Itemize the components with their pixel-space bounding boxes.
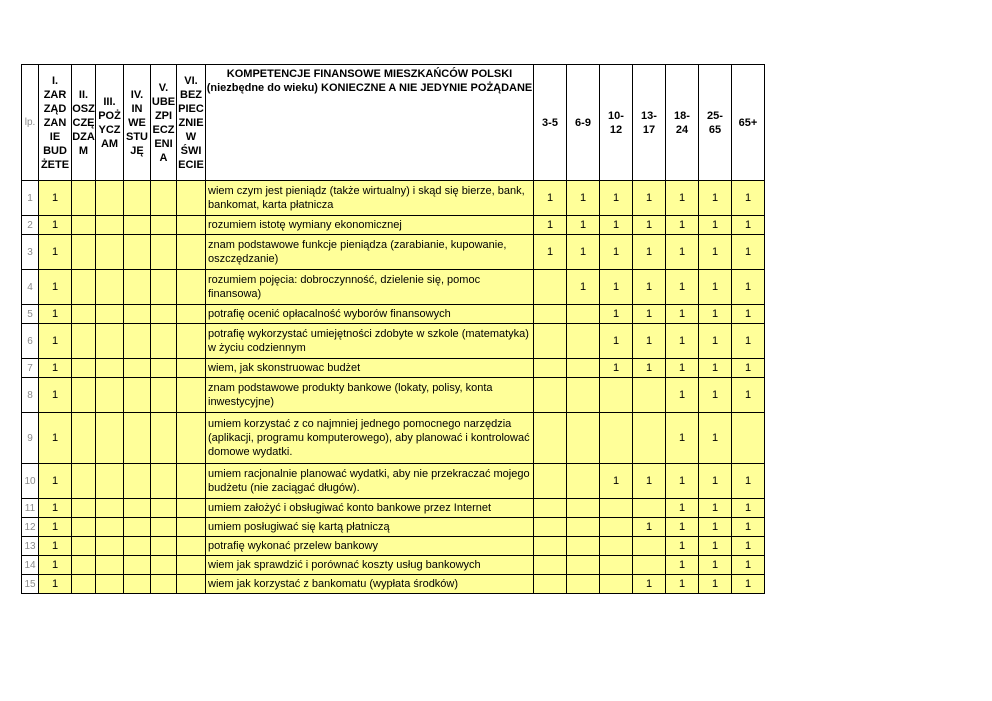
age-cell: 1	[633, 518, 666, 537]
competence-description: wiem czym jest pieniądz (także wirtualny) i skąd się bierze, bank, bankomat, karta płatnicza	[206, 181, 534, 216]
category-3-cell	[96, 359, 124, 378]
age-cell	[633, 413, 666, 464]
age-cell: 1	[732, 556, 765, 575]
competence-description: rozumiem istotę wymiany ekonomicznej	[206, 216, 534, 235]
category-1-cell: 1	[39, 305, 72, 324]
age-cell: 1	[666, 181, 699, 216]
age-cell: 1	[699, 359, 732, 378]
header-age: 13- 17	[633, 65, 666, 181]
category-5-cell	[151, 378, 177, 413]
category-4-cell	[124, 575, 151, 594]
age-cell: 1	[699, 305, 732, 324]
header-age: 65+	[732, 65, 765, 181]
age-cell: 1	[699, 556, 732, 575]
age-cell: 1	[633, 181, 666, 216]
category-1-cell: 1	[39, 324, 72, 359]
row-number: 11	[22, 499, 39, 518]
table-row	[22, 270, 765, 305]
row-number: 3	[22, 235, 39, 270]
age-cell: 1	[534, 181, 567, 216]
age-cell: 1	[666, 499, 699, 518]
age-cell	[534, 556, 567, 575]
competence-description: potrafię wykorzystać umiejętności zdobyte w szkole (matematyka) w życiu codziennym	[206, 324, 534, 359]
category-3-cell	[96, 378, 124, 413]
spreadsheet	[21, 64, 765, 594]
header-lp: lp.	[22, 65, 39, 181]
age-cell	[600, 378, 633, 413]
category-6-cell	[177, 324, 206, 359]
category-4-cell	[124, 324, 151, 359]
age-cell: 1	[633, 359, 666, 378]
age-cell: 1	[699, 413, 732, 464]
competence-description: potrafię wykonać przelew bankowy	[206, 537, 534, 556]
age-cell	[600, 556, 633, 575]
age-cell	[534, 270, 567, 305]
age-cell: 1	[666, 359, 699, 378]
category-5-cell	[151, 305, 177, 324]
age-cell: 1	[699, 181, 732, 216]
category-5-cell	[151, 537, 177, 556]
age-cell: 1	[567, 270, 600, 305]
category-5-cell	[151, 270, 177, 305]
age-cell: 1	[732, 378, 765, 413]
competence-description: umiem korzystać z co najmniej jednego pomocnego narzędzia (aplikacji, programu komputerowego), aby planować i kontrolować domowe wydatki.	[206, 413, 534, 464]
category-3-cell	[96, 537, 124, 556]
category-1-cell: 1	[39, 537, 72, 556]
table-row	[22, 556, 765, 575]
age-cell	[633, 537, 666, 556]
category-4-cell	[124, 499, 151, 518]
category-1-cell: 1	[39, 378, 72, 413]
age-cell: 1	[666, 413, 699, 464]
age-cell: 1	[666, 235, 699, 270]
category-1-cell: 1	[39, 556, 72, 575]
age-cell: 1	[666, 216, 699, 235]
age-cell: 1	[732, 216, 765, 235]
table-row	[22, 499, 765, 518]
category-3-cell	[96, 216, 124, 235]
category-6-cell	[177, 575, 206, 594]
age-cell	[534, 518, 567, 537]
competence-description: rozumiem pojęcia: dobroczynność, dzielenie się, pomoc finansowa)	[206, 270, 534, 305]
category-3-cell	[96, 499, 124, 518]
age-cell: 1	[633, 216, 666, 235]
category-2-cell	[72, 537, 96, 556]
competence-description: umiem racjonalnie planować wydatki, aby nie przekraczać mojego budżetu (nie zaciągać długów).	[206, 464, 534, 499]
category-4-cell	[124, 181, 151, 216]
header-category-6: VI. BEZ PIEC ZNIE W ŚWI ECIE	[177, 65, 206, 181]
category-2-cell	[72, 413, 96, 464]
category-2-cell	[72, 464, 96, 499]
category-6-cell	[177, 181, 206, 216]
category-5-cell	[151, 556, 177, 575]
header-age: 6-9	[567, 65, 600, 181]
age-cell: 1	[567, 235, 600, 270]
age-cell: 1	[732, 181, 765, 216]
category-2-cell	[72, 270, 96, 305]
competence-description: umiem założyć i obsługiwać konto bankowe przez Internet	[206, 499, 534, 518]
category-5-cell	[151, 181, 177, 216]
category-2-cell	[72, 575, 96, 594]
age-cell	[567, 359, 600, 378]
category-2-cell	[72, 216, 96, 235]
age-cell	[567, 575, 600, 594]
header-category-1: I. ZAR ZĄD ZAN IE BUD ŻETE	[39, 65, 72, 181]
category-1-cell: 1	[39, 464, 72, 499]
age-cell	[534, 305, 567, 324]
table-row	[22, 575, 765, 594]
category-6-cell	[177, 499, 206, 518]
table-row	[22, 324, 765, 359]
age-cell: 1	[633, 324, 666, 359]
age-cell: 1	[600, 181, 633, 216]
header-category-5: V. UBE ZPI ECZ ENI A	[151, 65, 177, 181]
age-cell	[534, 464, 567, 499]
category-1-cell: 1	[39, 181, 72, 216]
category-6-cell	[177, 216, 206, 235]
age-cell	[534, 324, 567, 359]
age-cell: 1	[666, 464, 699, 499]
row-number: 2	[22, 216, 39, 235]
age-cell: 1	[567, 181, 600, 216]
category-5-cell	[151, 464, 177, 499]
header-category-4: IV. IN WE STU JĘ	[124, 65, 151, 181]
category-3-cell	[96, 305, 124, 324]
category-5-cell	[151, 359, 177, 378]
category-6-cell	[177, 270, 206, 305]
table-row	[22, 235, 765, 270]
category-3-cell	[96, 413, 124, 464]
age-cell: 1	[732, 518, 765, 537]
age-cell: 1	[633, 235, 666, 270]
header-row	[22, 65, 765, 181]
age-cell: 1	[732, 464, 765, 499]
category-3-cell	[96, 575, 124, 594]
age-cell	[534, 359, 567, 378]
competence-description: znam podstawowe funkcje pieniądza (zarabianie, kupowanie, oszczędzanie)	[206, 235, 534, 270]
age-cell: 1	[600, 324, 633, 359]
category-2-cell	[72, 181, 96, 216]
row-number: 6	[22, 324, 39, 359]
table-row	[22, 464, 765, 499]
age-cell	[567, 464, 600, 499]
age-cell	[732, 413, 765, 464]
age-cell: 1	[666, 324, 699, 359]
table-row	[22, 378, 765, 413]
category-6-cell	[177, 413, 206, 464]
header-age: 18- 24	[666, 65, 699, 181]
competence-description: wiem jak korzystać z bankomatu (wypłata środków)	[206, 575, 534, 594]
age-cell: 1	[633, 464, 666, 499]
age-cell	[633, 556, 666, 575]
age-cell: 1	[732, 499, 765, 518]
age-cell	[567, 413, 600, 464]
category-2-cell	[72, 305, 96, 324]
competence-description: wiem jak sprawdzić i porównać koszty usług bankowych	[206, 556, 534, 575]
competence-description: wiem, jak skonstruowac budżet	[206, 359, 534, 378]
category-3-cell	[96, 235, 124, 270]
age-cell	[567, 518, 600, 537]
category-3-cell	[96, 324, 124, 359]
age-cell: 1	[732, 235, 765, 270]
age-cell: 1	[534, 235, 567, 270]
age-cell	[534, 499, 567, 518]
header-age: 25- 65	[699, 65, 732, 181]
age-cell: 1	[699, 235, 732, 270]
category-5-cell	[151, 235, 177, 270]
age-cell: 1	[600, 216, 633, 235]
row-number: 4	[22, 270, 39, 305]
age-cell	[600, 499, 633, 518]
category-6-cell	[177, 537, 206, 556]
category-4-cell	[124, 378, 151, 413]
age-cell: 1	[666, 270, 699, 305]
category-6-cell	[177, 378, 206, 413]
row-number: 15	[22, 575, 39, 594]
category-2-cell	[72, 518, 96, 537]
age-cell: 1	[732, 575, 765, 594]
age-cell	[567, 537, 600, 556]
table-row	[22, 537, 765, 556]
row-number: 10	[22, 464, 39, 499]
age-cell	[600, 575, 633, 594]
age-cell: 1	[732, 305, 765, 324]
age-cell: 1	[666, 518, 699, 537]
category-2-cell	[72, 324, 96, 359]
table-row	[22, 359, 765, 378]
category-1-cell: 1	[39, 575, 72, 594]
age-cell: 1	[666, 305, 699, 324]
header-age: 10- 12	[600, 65, 633, 181]
category-3-cell	[96, 270, 124, 305]
age-cell: 1	[600, 235, 633, 270]
header-age: 3-5	[534, 65, 567, 181]
age-cell	[534, 575, 567, 594]
category-5-cell	[151, 499, 177, 518]
category-4-cell	[124, 235, 151, 270]
age-cell	[534, 537, 567, 556]
age-cell: 1	[699, 537, 732, 556]
category-1-cell: 1	[39, 413, 72, 464]
competence-description: znam podstawowe produkty bankowe (lokaty, polisy, konta inwestycyjne)	[206, 378, 534, 413]
age-cell: 1	[600, 270, 633, 305]
row-number: 1	[22, 181, 39, 216]
age-cell: 1	[699, 575, 732, 594]
age-cell: 1	[666, 556, 699, 575]
category-1-cell: 1	[39, 270, 72, 305]
age-cell	[633, 378, 666, 413]
age-cell	[600, 537, 633, 556]
age-cell: 1	[534, 216, 567, 235]
row-number: 12	[22, 518, 39, 537]
age-cell: 1	[633, 575, 666, 594]
category-2-cell	[72, 556, 96, 575]
competence-description: umiem posługiwać się kartą płatniczą	[206, 518, 534, 537]
category-3-cell	[96, 181, 124, 216]
category-1-cell: 1	[39, 499, 72, 518]
category-6-cell	[177, 464, 206, 499]
age-cell: 1	[633, 305, 666, 324]
category-2-cell	[72, 378, 96, 413]
table-row	[22, 413, 765, 464]
category-1-cell: 1	[39, 359, 72, 378]
category-2-cell	[72, 235, 96, 270]
category-6-cell	[177, 305, 206, 324]
category-4-cell	[124, 359, 151, 378]
header-category-3: III. POŻ YCZ AM	[96, 65, 124, 181]
header-title: KOMPETENCJE FINANSOWE MIESZKAŃCÓW POLSKI (niezbędne do wieku) KONIECZNE A NIE JEDYNIE POŻĄDANE	[206, 65, 534, 181]
row-number: 13	[22, 537, 39, 556]
age-cell	[633, 499, 666, 518]
age-cell: 1	[732, 270, 765, 305]
age-cell	[567, 499, 600, 518]
category-5-cell	[151, 575, 177, 594]
age-cell: 1	[567, 216, 600, 235]
age-cell: 1	[600, 359, 633, 378]
category-4-cell	[124, 270, 151, 305]
table-row	[22, 181, 765, 216]
age-cell	[567, 556, 600, 575]
age-cell	[600, 518, 633, 537]
age-cell: 1	[633, 270, 666, 305]
age-cell: 1	[699, 464, 732, 499]
category-1-cell: 1	[39, 216, 72, 235]
category-4-cell	[124, 216, 151, 235]
category-1-cell: 1	[39, 518, 72, 537]
header-category-2: II. OSZ CZĘ DZA M	[72, 65, 96, 181]
age-cell: 1	[699, 270, 732, 305]
row-number: 9	[22, 413, 39, 464]
category-6-cell	[177, 235, 206, 270]
age-cell: 1	[666, 575, 699, 594]
age-cell: 1	[699, 324, 732, 359]
age-cell: 1	[600, 305, 633, 324]
age-cell: 1	[699, 216, 732, 235]
category-3-cell	[96, 556, 124, 575]
age-cell: 1	[732, 359, 765, 378]
category-4-cell	[124, 464, 151, 499]
category-6-cell	[177, 556, 206, 575]
age-cell: 1	[699, 378, 732, 413]
age-cell	[600, 413, 633, 464]
category-3-cell	[96, 464, 124, 499]
category-4-cell	[124, 556, 151, 575]
table-row	[22, 216, 765, 235]
category-5-cell	[151, 518, 177, 537]
row-number: 8	[22, 378, 39, 413]
category-3-cell	[96, 518, 124, 537]
age-cell: 1	[699, 518, 732, 537]
category-6-cell	[177, 518, 206, 537]
competence-table	[21, 64, 765, 594]
row-number: 14	[22, 556, 39, 575]
table-row	[22, 305, 765, 324]
category-4-cell	[124, 305, 151, 324]
category-6-cell	[177, 359, 206, 378]
age-cell: 1	[732, 537, 765, 556]
age-cell: 1	[732, 324, 765, 359]
category-2-cell	[72, 499, 96, 518]
age-cell: 1	[666, 537, 699, 556]
row-number: 5	[22, 305, 39, 324]
category-1-cell: 1	[39, 235, 72, 270]
category-5-cell	[151, 413, 177, 464]
category-5-cell	[151, 216, 177, 235]
category-2-cell	[72, 359, 96, 378]
row-number: 7	[22, 359, 39, 378]
age-cell	[567, 378, 600, 413]
age-cell	[567, 305, 600, 324]
age-cell: 1	[699, 499, 732, 518]
category-4-cell	[124, 413, 151, 464]
age-cell: 1	[600, 464, 633, 499]
age-cell	[534, 413, 567, 464]
age-cell	[534, 378, 567, 413]
category-4-cell	[124, 537, 151, 556]
age-cell	[567, 324, 600, 359]
category-4-cell	[124, 518, 151, 537]
table-row	[22, 518, 765, 537]
category-5-cell	[151, 324, 177, 359]
competence-description: potrafię ocenić opłacalność wyborów finansowych	[206, 305, 534, 324]
age-cell: 1	[666, 378, 699, 413]
